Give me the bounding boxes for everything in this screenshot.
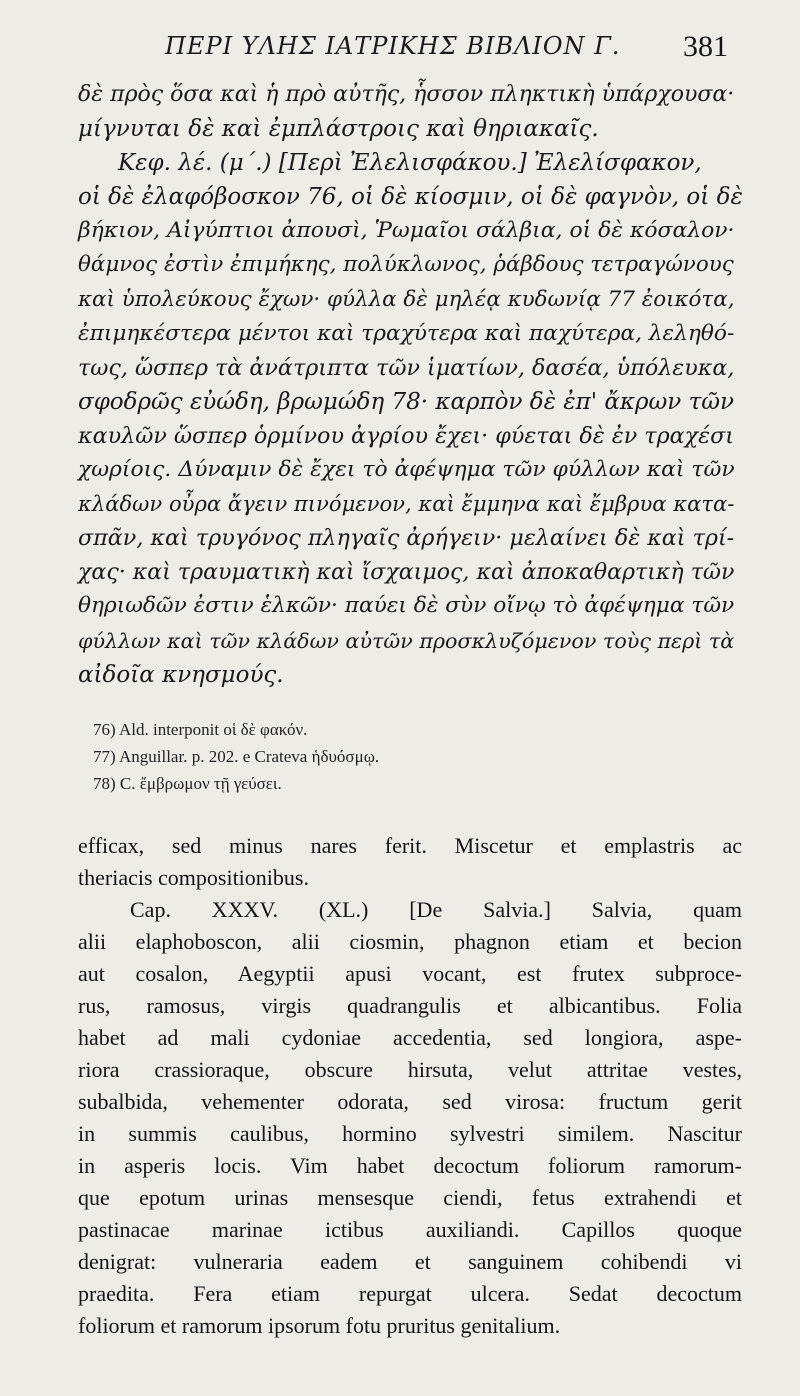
greek-line: καὶ ὑπολεύκους ἔχων· φύλλα δὲ μηλέᾳ κυδωνίᾳ 77 ἐοικότα, bbox=[78, 286, 735, 312]
footnote: 77) Anguillar. p. 202. e Crateva ἡδυόσμῳ. bbox=[93, 747, 380, 766]
latin-line: habet ad mali cydoniae accedentia, sed longiora, aspe- bbox=[78, 1025, 742, 1050]
latin-line: in asperis locis. Vim habet decoctum foliorum ramorum- bbox=[78, 1153, 742, 1178]
footnotes bbox=[93, 716, 693, 797]
latin-line: alii elaphoboscon, alii ciosmin, phagnon etiam et becion bbox=[78, 929, 742, 954]
greek-line: βήκιον, Αἰγύπτιοι ἀπουσὶ, Ῥωμαῖοι σάλβια, οἱ δὲ κόσαλον· bbox=[78, 218, 735, 244]
greek-line: φύλλων καὶ τῶν κλάδων αὐτῶν προσκλυζόμενον τοὺς περὶ τὰ bbox=[78, 628, 735, 653]
latin-line: riora crassioraque, obscure hirsuta, velut attritae vestes, bbox=[78, 1057, 742, 1082]
greek-line: θάμνος ἐστὶν ἐπιμήκης, πολύκλωνος, ῥάβδους τετραγώνους bbox=[78, 252, 734, 278]
latin-line: aut cosalon, Aegyptii apusi vocant, est frutex subproce- bbox=[78, 961, 742, 986]
greek-line: Κεφ. λέ. (μ΄.) [Περὶ Ἐλελισφάκου.] Ἐλελίσφακον, bbox=[118, 150, 702, 177]
greek-line: τως, ὥσπερ τὰ ἀνάτριπτα τῶν ἱματίων, δασέα, ὑπόλευκα, bbox=[78, 354, 735, 381]
latin-line: theriacis compositionibus. bbox=[78, 865, 309, 890]
greek-line: καυλῶν ὥσπερ ὁρμίνου ἀγρίου ἔχει· φύεται δὲ ἐν τραχέσι bbox=[78, 422, 734, 449]
greek-line: κλάδων οὖρα ἄγειν πινόμενον, καὶ ἔμμηνα καὶ ἔμβρυα κατα- bbox=[78, 491, 735, 517]
greek-line: οἱ δὲ ἐλαφόβοσκον 76, οἱ δὲ κίοσμιν, οἱ δὲ φαγνὸν, οἱ δὲ bbox=[78, 184, 743, 211]
greek-line: αἰδοῖα κνησμούς. bbox=[78, 661, 284, 688]
greek-line: χωρίοις. Δύναμιν δὲ ἔχει τὸ ἀφέψημα τῶν φύλλων καὶ τῶν bbox=[78, 457, 735, 483]
latin-line: subalbida, vehementer odorata, sed virosa: fructum gerit bbox=[78, 1089, 742, 1114]
latin-line: rus, ramosus, virgis quadrangulis et albicantibus. Folia bbox=[78, 993, 742, 1018]
greek-line: σφοδρῶς εὐώδη, βρωμώδη 78· καρπὸν δὲ ἐπ' ἄκρων τῶν bbox=[78, 388, 735, 415]
footnote: 76) Ald. interponit οἱ δὲ φακόν. bbox=[93, 720, 308, 739]
greek-line: μίγνυται δὲ καὶ ἐμπλάστροις καὶ θηριακαῖς. bbox=[78, 116, 599, 143]
latin-line: Cap. XXXV. (XL.) [De Salvia.] Salvia, quam bbox=[130, 897, 742, 922]
greek-line: δὲ πρὸς ὅσα καὶ ἡ πρὸ αὐτῆς, ἧσσον πληκτικὴ ὑπάρχουσα· bbox=[78, 82, 735, 107]
latin-line: in summis caulibus, hormino sylvestri similem. Nascitur bbox=[78, 1121, 742, 1146]
greek-line: χας· καὶ τραυματικὴ καὶ ἴσχαιμος, καὶ ἀποκαθαρτικὴ τῶν bbox=[78, 559, 735, 586]
greek-line: θηριωδῶν ἐστιν ἑλκῶν· παύει δὲ σὺν οἴνῳ τὸ ἀφέψημα τῶν bbox=[78, 593, 735, 619]
greek-line: ἐπιμηκέστερα μέντοι καὶ τραχύτερα καὶ παχύτερα, λεληθό- bbox=[78, 320, 735, 346]
greek-line: σπᾶν, καὶ τρυγόνος πληγαῖς ἀρήγειν· μελαίνει δὲ καὶ τρί- bbox=[78, 525, 735, 552]
latin-line: pastinacae marinae ictibus auxiliandi. Capillos quoque bbox=[78, 1217, 742, 1242]
latin-line: praedita. Fera etiam repurgat ulcera. Sedat decoctum bbox=[78, 1281, 742, 1306]
latin-line: denigrat: vulneraria eadem et sanguinem cohibendi vi bbox=[78, 1249, 742, 1274]
latin-text-block bbox=[78, 830, 742, 1342]
greek-text-block bbox=[78, 78, 748, 692]
page-header bbox=[0, 30, 800, 70]
latin-line: efficax, sed minus nares ferit. Miscetur et emplastris ac bbox=[78, 833, 742, 858]
latin-line: que epotum urinas mensesque ciendi, fetus extrahendi et bbox=[78, 1185, 742, 1210]
running-title: ΠΕΡΙ ΥΛΗΣ ΙΑΤΡΙΚΗΣ ΒΙΒΛΙΟΝ Γ. bbox=[165, 32, 621, 60]
latin-line: foliorum et ramorum ipsorum fotu pruritus genitalium. bbox=[78, 1313, 561, 1338]
footnote: 78) C. ἔμβρωμον τῇ γεύσει. bbox=[93, 774, 282, 793]
page-number: 381 bbox=[683, 30, 728, 63]
